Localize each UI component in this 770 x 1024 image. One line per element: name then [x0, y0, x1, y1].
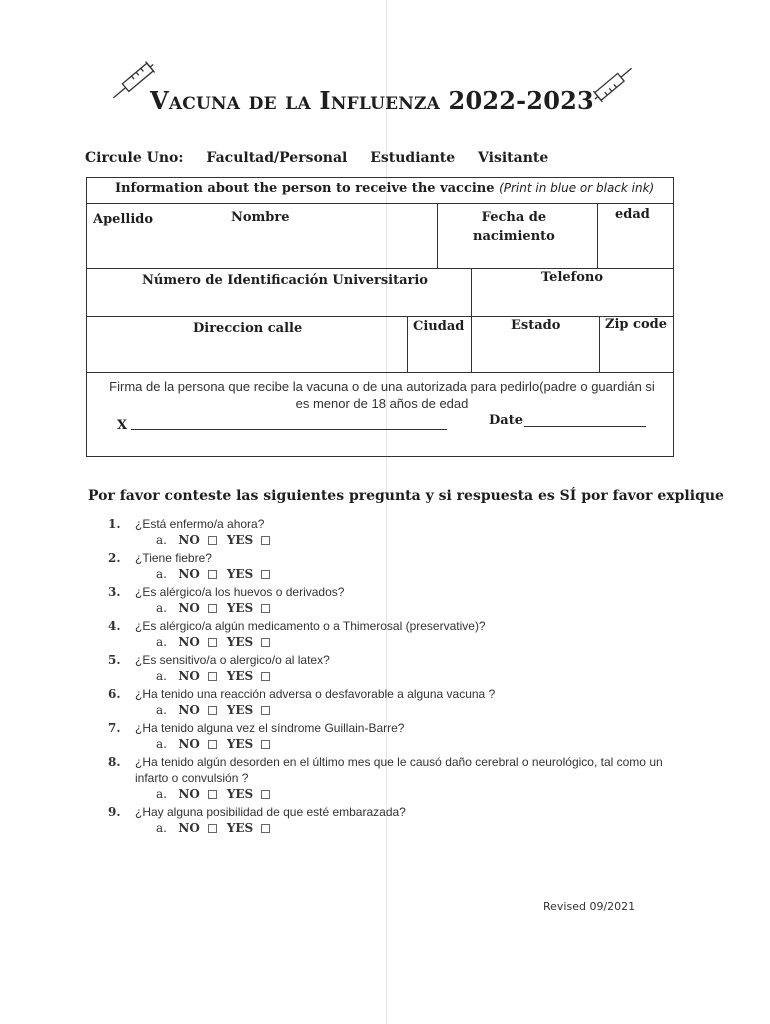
label-fecha-nacimiento [473, 208, 555, 246]
answer-no-label: NO [178, 635, 200, 649]
answer-no-label: NO [178, 601, 200, 615]
answer-prefix: a. [156, 787, 167, 801]
answer-row [156, 566, 678, 582]
question-item [108, 754, 678, 802]
answer-yes-label: YES [226, 821, 254, 835]
info-note: (Print in blue or black ink) [499, 181, 655, 195]
label-apellido: Apellido [93, 212, 154, 227]
answer-prefix: a. [156, 669, 167, 683]
answer-prefix: a. [156, 601, 167, 615]
question-text: ¿Ha tenido alguna vez el síndrome Guillain-Barre? [135, 721, 405, 735]
question-item [108, 618, 678, 650]
question-item [108, 686, 678, 718]
checkbox-no[interactable] [208, 790, 217, 799]
label-edad: edad [615, 207, 650, 222]
answer-yes-label: YES [226, 787, 254, 801]
checkbox-yes[interactable] [261, 706, 270, 715]
checkbox-yes[interactable] [261, 672, 270, 681]
checkbox-no[interactable] [208, 706, 217, 715]
label-ciudad: Ciudad [413, 319, 465, 334]
answer-row [156, 820, 678, 836]
info-header [115, 181, 654, 196]
question-item [108, 652, 678, 684]
question-number: 9. [108, 805, 121, 819]
label-estado: Estado [511, 318, 561, 333]
label-fecha-line1: Fecha de [481, 210, 547, 225]
answer-prefix: a. [156, 737, 167, 751]
date-label: Date [489, 413, 523, 428]
checkbox-no[interactable] [208, 604, 217, 613]
answer-yes-label: YES [226, 635, 254, 649]
vaccine-recipient-form [86, 177, 674, 457]
question-number: 1. [108, 517, 121, 531]
question-text: ¿Es alérgico/a los huevos o derivados? [135, 585, 345, 599]
label-direccion-calle: Direccion calle [193, 321, 303, 336]
answer-row [156, 532, 678, 548]
answer-yes-label: YES [226, 533, 254, 547]
checkbox-no[interactable] [208, 824, 217, 833]
checkbox-yes[interactable] [261, 740, 270, 749]
answer-row [156, 786, 678, 802]
answer-no-label: NO [178, 821, 200, 835]
answer-prefix: a. [156, 567, 167, 581]
checkbox-yes[interactable] [261, 604, 270, 613]
option-visitor[interactable]: Visitante [478, 150, 549, 166]
checkbox-no[interactable] [208, 638, 217, 647]
answer-no-label: NO [178, 703, 200, 717]
question-number: 7. [108, 721, 121, 735]
question-text: ¿Es alérgico/a algún medicamento o a Thimerosal (preservative)? [135, 619, 486, 633]
checkbox-no[interactable] [208, 570, 217, 579]
revised-date: Revised 09/2021 [543, 900, 636, 913]
info-title: Information about the person to receive the vaccine [115, 181, 495, 196]
question-number: 8. [108, 755, 121, 769]
circle-one-label: Circule Uno: [85, 150, 184, 166]
answer-row [156, 600, 678, 616]
checkbox-yes[interactable] [261, 638, 270, 647]
answer-no-label: NO [178, 669, 200, 683]
answer-yes-label: YES [226, 567, 254, 581]
answer-yes-label: YES [226, 703, 254, 717]
question-text: ¿Está enfermo/a ahora? [135, 517, 265, 531]
answer-no-label: NO [178, 533, 200, 547]
question-text: ¿Es sensitivo/a o alergico/o al latex? [135, 653, 330, 667]
syringe-icon [588, 60, 640, 106]
instructions: Por favor conteste las siguientes pregunta y si respuesta es SÍ por favor explique [88, 488, 724, 504]
signature-instructions: Firma de la persona que recibe la vacuna o de una autorizada para pedirlo(padre o guardián si es menor de 18 años de edad [109, 379, 655, 411]
answer-row [156, 634, 678, 650]
question-item [108, 550, 678, 582]
answer-no-label: NO [178, 787, 200, 801]
circle-one-row [85, 150, 566, 166]
question-text: ¿Ha tenido una reacción adversa o desfavorable a alguna vacuna ? [135, 687, 496, 701]
question-text: ¿Ha tenido algún desorden en el último mes que le causó daño cerebral o neurológico, tal como un infarto o convulsión ? [135, 755, 663, 785]
label-nombre: Nombre [231, 210, 290, 225]
question-text: ¿Hay alguna posibilidad de que esté embarazada? [135, 805, 406, 819]
question-item [108, 584, 678, 616]
question-item [108, 516, 678, 548]
option-faculty-staff[interactable]: Facultad/Personal [206, 150, 348, 166]
question-number: 5. [108, 653, 121, 667]
signature-x-label: X [117, 418, 128, 433]
checkbox-yes[interactable] [261, 824, 270, 833]
checkbox-yes[interactable] [261, 536, 270, 545]
question-item [108, 720, 678, 752]
answer-yes-label: YES [226, 669, 254, 683]
label-telefono: Telefono [541, 270, 604, 285]
checkbox-yes[interactable] [261, 570, 270, 579]
checkbox-yes[interactable] [261, 790, 270, 799]
answer-no-label: NO [178, 567, 200, 581]
question-number: 6. [108, 687, 121, 701]
answer-prefix: a. [156, 821, 167, 835]
question-item [108, 804, 678, 836]
option-student[interactable]: Estudiante [370, 150, 456, 166]
label-numero-identificacion: Número de Identificación Universitario [142, 273, 428, 288]
page-title: Vacuna de la Influenza 2022-2023 [150, 86, 594, 115]
checkbox-no[interactable] [208, 672, 217, 681]
answer-yes-label: YES [226, 737, 254, 751]
checkbox-no[interactable] [208, 740, 217, 749]
answer-row [156, 702, 678, 718]
label-zip-code: Zip code [605, 317, 667, 332]
question-number: 2. [108, 551, 121, 565]
answer-row [156, 736, 678, 752]
answer-no-label: NO [178, 737, 200, 751]
question-number: 3. [108, 585, 121, 599]
question-text: ¿Tiene fiebre? [135, 551, 212, 565]
answer-row [156, 668, 678, 684]
checkbox-no[interactable] [208, 536, 217, 545]
label-fecha-line2: nacimiento [473, 229, 555, 244]
answer-yes-label: YES [226, 601, 254, 615]
signature-line[interactable] [131, 429, 447, 430]
question-list [108, 516, 678, 838]
answer-prefix: a. [156, 635, 167, 649]
question-number: 4. [108, 619, 121, 633]
answer-prefix: a. [156, 703, 167, 717]
answer-prefix: a. [156, 533, 167, 547]
date-line[interactable] [524, 426, 646, 427]
